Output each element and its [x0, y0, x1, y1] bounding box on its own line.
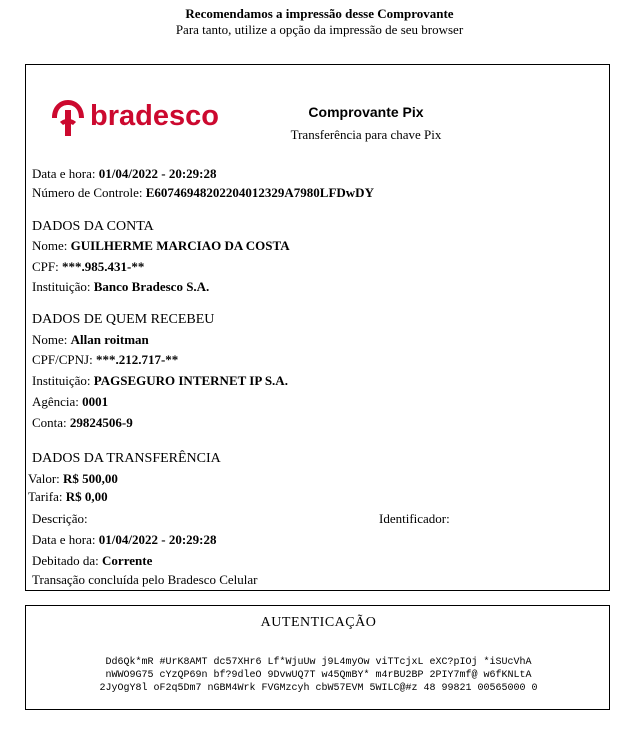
authentication-code-line: 2JyOgY8l oF2q5Dm7 nGBM4Wrk FVGMzcyh cbW57EVM 5WILC@#z 48 99821 00565000 0 — [99, 683, 538, 694]
account-cpf-value: ***.985.431-** — [62, 259, 145, 274]
account-institution-row — [32, 279, 209, 295]
bradesco-symbol-icon — [48, 96, 88, 138]
print-notice-subtitle: Para tanto, utilize a opção da impressão de seu browser — [175, 22, 464, 37]
recipient-account-row — [32, 415, 133, 431]
account-institution-value: Banco Bradesco S.A. — [93, 279, 210, 294]
meta-control-label: Número de Controle: — [32, 185, 143, 200]
transfer-datetime-label: Data e hora: — [32, 532, 96, 547]
receipt-title: Comprovante Pix — [308, 104, 424, 120]
transfer-section-title: DADOS DA TRANSFERÊNCIA — [32, 451, 221, 466]
bradesco-logo — [48, 96, 218, 138]
authentication-title: AUTENTICAÇÃO — [260, 615, 377, 630]
recipient-name-row — [32, 332, 149, 348]
recipient-agency-label: Agência: — [32, 394, 79, 409]
recipient-account-value: 29824506-9 — [69, 415, 133, 430]
transfer-fee-amount: R$ 0,00 — [65, 489, 108, 504]
transfer-debited-value: Corrente — [102, 553, 153, 568]
transfer-fee-label: Tarifa: — [28, 489, 63, 504]
account-name-value: GUILHERME MARCIAO DA COSTA — [70, 238, 290, 253]
bradesco-wordmark: bradesco — [90, 100, 219, 132]
recipient-name-value: Allan roitman — [70, 332, 149, 347]
transfer-description-row — [32, 511, 88, 527]
transfer-value-label: Valor: — [28, 471, 60, 486]
transfer-value-amount: R$ 500,00 — [63, 471, 118, 486]
recipient-section-title: DADOS DE QUEM RECEBEU — [32, 312, 215, 327]
recipient-name-label: Nome: — [32, 332, 68, 347]
transfer-datetime-row — [32, 532, 217, 548]
transfer-debited-row — [32, 553, 152, 569]
authentication-code-line: nWWO9G75 cYzQP69n bf?9dleO 9DvwUQ7T w45QmBY* m4rBU2BP 2PIY7mf@ w6fKNLtA — [105, 670, 532, 681]
transfer-fee-row — [28, 489, 108, 505]
account-institution-label: Instituição: — [32, 279, 91, 294]
recipient-institution-label: Instituição: — [32, 373, 91, 388]
account-cpf-row — [32, 259, 144, 275]
meta-control-value: E60746948202204012329A7980LFDwDY — [145, 185, 374, 200]
authentication-box — [25, 605, 610, 710]
meta-datetime-row — [32, 166, 217, 182]
authentication-code — [26, 656, 611, 695]
account-cpf-label: CPF: — [32, 259, 59, 274]
transfer-status-row — [32, 572, 258, 588]
account-name-row — [32, 238, 290, 254]
account-section-title: DADOS DA CONTA — [32, 219, 154, 234]
recipient-account-label: Conta: — [32, 415, 67, 430]
authentication-code-line: Dd6Qk*mR #UrK8AMT dc57XHr6 Lf*WjuUw j9L4myOw viTTcjxL eXC?pIOj *iSUcVhA — [105, 657, 532, 668]
transfer-debited-label: Debitado da: — [32, 553, 99, 568]
transfer-description-label: Descrição: — [32, 511, 88, 526]
meta-datetime-value: 01/04/2022 - 20:29:28 — [98, 166, 217, 181]
transfer-datetime-value: 01/04/2022 - 20:29:28 — [98, 532, 217, 547]
recipient-institution-value: PAGSEGURO INTERNET IP S.A. — [93, 373, 288, 388]
recipient-agency-row — [32, 394, 108, 410]
print-notice-title: Recomendamos a impressão desse Comprovante — [185, 6, 454, 21]
meta-datetime-label: Data e hora: — [32, 166, 96, 181]
recipient-doc-value: ***.212.717-** — [95, 352, 179, 367]
print-notice — [0, 6, 639, 38]
meta-control-row — [32, 185, 374, 201]
transfer-identifier-label: Identificador: — [379, 511, 450, 526]
transfer-identifier-row — [379, 511, 450, 527]
account-name-label: Nome: — [32, 238, 68, 253]
recipient-doc-row — [32, 352, 178, 368]
receipt-subtitle: Transferência para chave Pix — [290, 127, 442, 142]
recipient-agency-value: 0001 — [82, 394, 109, 409]
transfer-value-row — [28, 471, 118, 487]
pix-receipt — [25, 64, 610, 591]
recipient-institution-row — [32, 373, 288, 389]
transfer-status-text: Transação concluída pelo Bradesco Celular — [32, 572, 258, 587]
recipient-doc-label: CPF/CPNJ: — [32, 352, 93, 367]
